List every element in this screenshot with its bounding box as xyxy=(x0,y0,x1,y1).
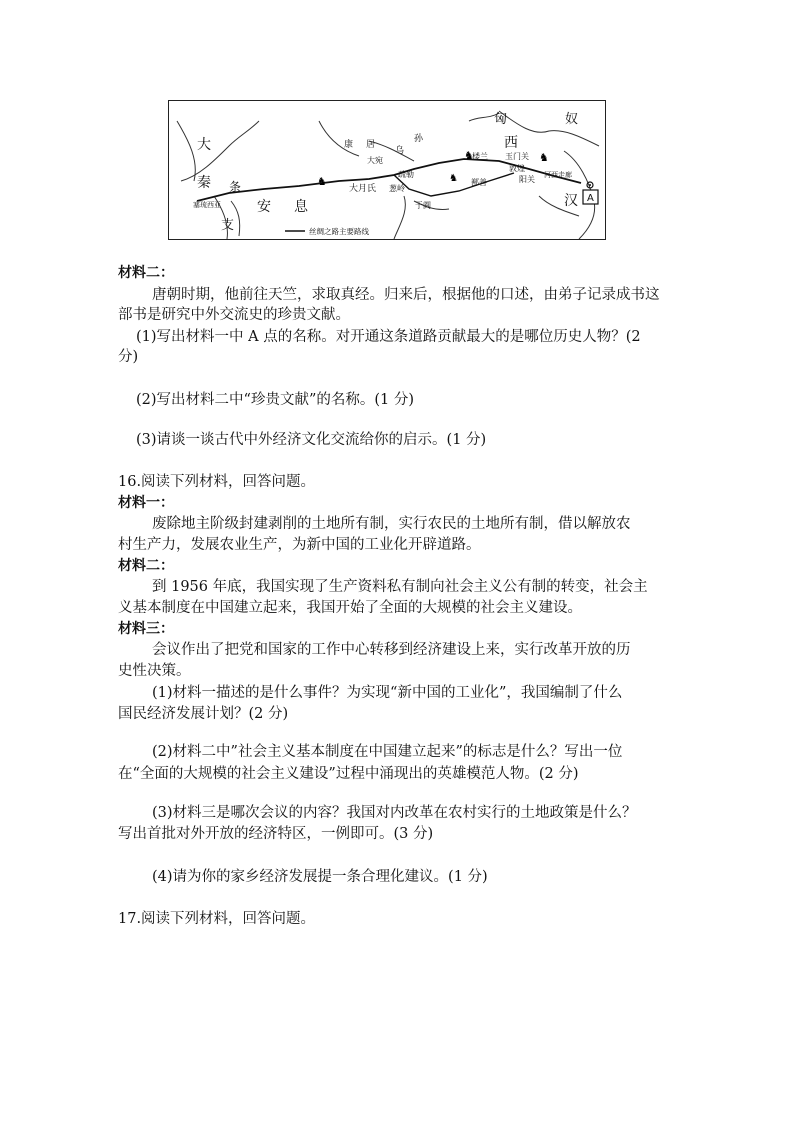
material-heading: 材料二： xyxy=(118,558,174,574)
svg-text:西: 西 xyxy=(504,135,518,151)
svg-text:息: 息 xyxy=(294,199,308,215)
svg-text:大: 大 xyxy=(197,137,211,153)
question-line: (2)写出材料二中“珍贵文献”的名称。(1 分) xyxy=(136,392,415,408)
camel-icon: ♞ xyxy=(464,149,474,162)
svg-text:塞琉西亚: 塞琉西亚 xyxy=(193,201,221,209)
silk-road-map xyxy=(168,100,606,240)
paragraph-line: 史性决策。 xyxy=(118,663,191,679)
question-line: (3)材料三是哪次会议的内容？我国对内改革在农村实行的土地政策是什么？ xyxy=(152,805,637,821)
map-drawing xyxy=(169,101,606,240)
paragraph-line: 废除地主阶级封建剥削的土地所有制，实行农民的土地所有制，借以解放农 xyxy=(152,516,631,532)
material-heading: 材料一： xyxy=(118,495,174,511)
svg-text:鄯善: 鄯善 xyxy=(471,178,487,187)
question-line: (1)写出材料一中 A 点的名称。对开通这条道路贡献最大的是哪位历史人物？(2 xyxy=(136,329,641,345)
svg-text:大月氏: 大月氏 xyxy=(349,184,377,194)
svg-text:楼兰: 楼兰 xyxy=(472,152,488,161)
svg-text:孙: 孙 xyxy=(414,134,424,144)
material-heading: 材料二： xyxy=(118,265,174,281)
svg-text:汉: 汉 xyxy=(564,193,578,209)
question-line: (2)材料二中”社会主义基本制度在中国建立起来”的标志是什么？写出一位 xyxy=(152,744,623,760)
svg-text:乌: 乌 xyxy=(395,146,405,156)
question-line: (1)材料一描述的是什么事件？为实现“新中国的工业化”，我国编制了什么 xyxy=(152,685,623,701)
paragraph-line: 部书是研究中外交流史的珍贵文献。 xyxy=(118,307,350,323)
svg-text:河西走廊: 河西走廊 xyxy=(544,171,572,179)
svg-text:丝绸之路主要路线: 丝绸之路主要路线 xyxy=(309,227,369,236)
svg-text:条: 条 xyxy=(229,180,242,194)
question-line: 国民经济发展计划？(2 分) xyxy=(118,706,289,722)
question-line: 写出首批对外开放的经济特区，一例即可。(3 分) xyxy=(118,826,434,842)
paragraph-line: 义基本制度在中国建立起来，我国开始了全面的大规模的社会主义建设。 xyxy=(118,600,582,616)
question-line: 分) xyxy=(118,349,139,365)
svg-text:A: A xyxy=(587,193,594,204)
material-heading: 材料三： xyxy=(118,621,174,637)
paragraph-line: 到 1956 年底，我国实现了生产资料私有制向社会主义公有制的转变，社会主 xyxy=(152,579,648,595)
camel-icon: ♞ xyxy=(317,175,327,188)
svg-text:敦煌: 敦煌 xyxy=(509,164,525,173)
svg-text:安: 安 xyxy=(257,199,271,215)
paragraph-line: 会议作出了把党和国家的工作中心转移到经济建设上来，实行改革开放的历 xyxy=(152,642,631,658)
svg-text:于阗: 于阗 xyxy=(415,201,431,210)
svg-text:奴: 奴 xyxy=(565,112,579,127)
question-line: (3)请谈一谈古代中外经济文化交流给你的启示。(1 分) xyxy=(136,432,487,448)
svg-text:阳关: 阳关 xyxy=(519,175,535,184)
camel-icon: ♞ xyxy=(449,173,458,184)
paragraph-line: 村生产力，发展农业生产，为新中国的工业化开辟道路。 xyxy=(118,537,481,553)
camel-icon: ♞ xyxy=(539,151,549,164)
question-title: 17.阅读下列材料，回答问题。 xyxy=(118,911,316,927)
svg-text:居: 居 xyxy=(366,140,376,150)
question-line: (4)请为你的家乡经济发展提一条合理化建议。(1 分) xyxy=(152,869,488,885)
svg-text:匈: 匈 xyxy=(494,112,508,127)
paragraph-line: 唐朝时期，他前往天竺，求取真经。归来后，根据他的口述，由弟子记录成书这 xyxy=(152,287,660,303)
svg-text:玉门关: 玉门关 xyxy=(505,152,529,161)
svg-text:秦: 秦 xyxy=(197,175,211,191)
question-line: 在“全面的大规模的社会主义建设”过程中涌现出的英雄模范人物。(2 分) xyxy=(118,766,579,782)
question-title: 16.阅读下列材料，回答问题。 xyxy=(118,474,316,490)
svg-text:康: 康 xyxy=(344,140,354,150)
svg-text:疏勒: 疏勒 xyxy=(398,170,414,179)
svg-text:支: 支 xyxy=(221,218,235,233)
svg-text:大宛: 大宛 xyxy=(367,156,383,165)
svg-text:葱岭: 葱岭 xyxy=(389,184,405,193)
